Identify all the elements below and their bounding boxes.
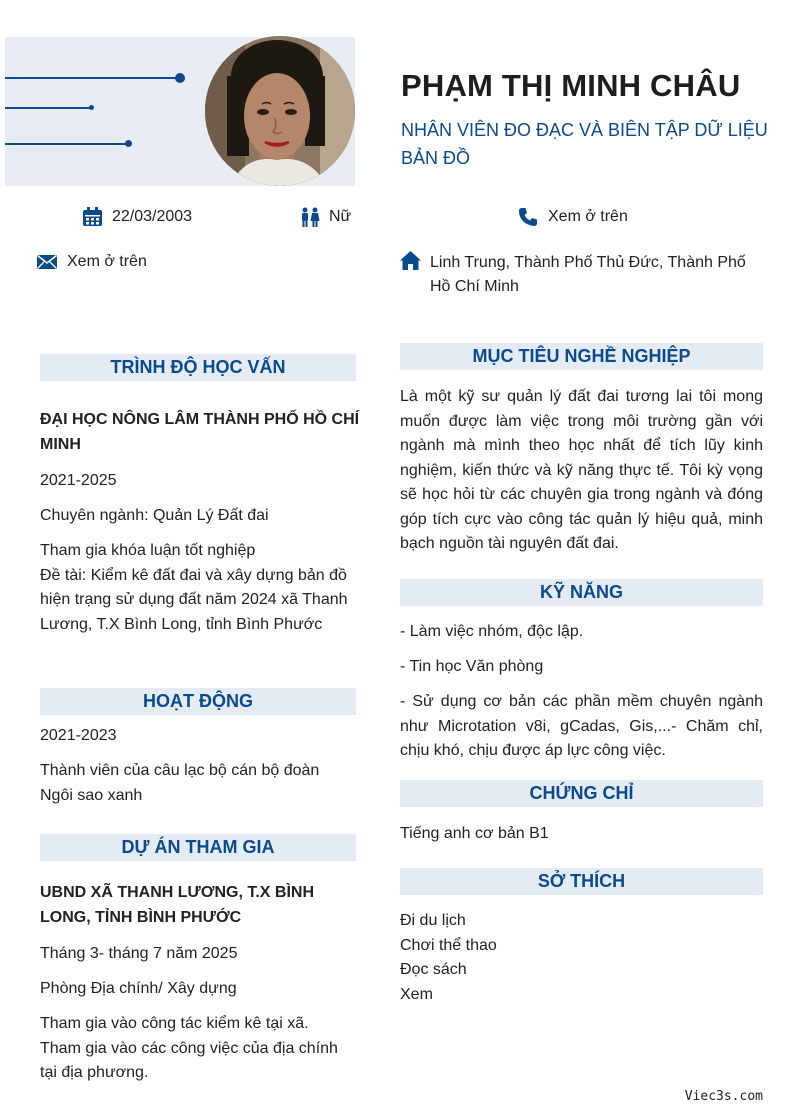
email-info <box>37 250 147 274</box>
education-heading: TRÌNH ĐỘ HỌC VẤN <box>40 354 356 381</box>
decor-dot <box>125 140 132 147</box>
phone-icon <box>518 207 538 227</box>
skill-item: - Làm việc nhóm, độc lập. <box>400 623 584 640</box>
decor-dot <box>175 73 185 83</box>
decor-line <box>5 143 128 145</box>
envelope-icon <box>37 254 57 270</box>
projects-period: Tháng 3- tháng 7 năm 2025 <box>40 945 238 962</box>
gender-value: Nữ <box>329 208 352 225</box>
decor-dot <box>89 105 94 110</box>
projects-department: Phòng Địa chính/ Xây dựng <box>40 980 237 997</box>
activities-period: 2021-2023 <box>40 727 117 744</box>
birthday-value: 22/03/2003 <box>112 208 193 225</box>
activities-heading: HOẠT ĐỘNG <box>40 688 356 715</box>
objective-text: Là một kỹ sư quản lý đất đai tương lai tôi mong muốn được làm việc trong môi trường gần với ngành mà mình theo học nhất để tích lũy kinh nghiệm, kiến thức và kỹ năng thực tế. Tôi kỳ vọng sẽ học hỏi từ các chuyên gia trong ngành và đóng góp tích cực vào công tác quản lý hiệu quả, minh bạch nguồn tài nguyên đất đai. <box>400 388 763 552</box>
certificates-heading: CHỨNG CHỈ <box>400 780 763 807</box>
home-icon <box>400 251 421 271</box>
phone-value: Xem ở trên <box>548 208 628 225</box>
projects-heading: DỰ ÁN THAM GIA <box>40 834 356 861</box>
calendar-icon <box>82 207 103 227</box>
certificate-item: Tiếng anh cơ bản B1 <box>400 825 549 842</box>
hobbies-heading: SỞ THÍCH <box>400 868 763 895</box>
address-info <box>400 251 770 299</box>
objective-heading: MỤC TIÊU NGHỀ NGHIỆP <box>400 343 763 370</box>
gender-info <box>300 205 351 229</box>
birthday-info <box>82 205 192 229</box>
projects-description: Tham gia vào công tác kiểm kê tại xã. Tham gia vào các công việc của địa chính tại địa phương. <box>40 1015 338 1081</box>
profile-photo <box>205 36 355 186</box>
gender-icon <box>300 207 320 227</box>
education-period: 2021-2025 <box>40 472 117 489</box>
skills-heading: KỸ NĂNG <box>400 579 763 606</box>
activities-description: Thành viên của câu lạc bộ cán bộ đoàn Ngôi sao xanh <box>40 762 320 804</box>
skill-item: - Tin học Văn phòng <box>400 658 544 675</box>
candidate-name: PHẠM THỊ MINH CHÂU <box>401 68 741 103</box>
phone-info <box>518 205 628 229</box>
decor-line <box>5 77 177 79</box>
email-value: Xem ở trên <box>67 253 147 270</box>
education-description: Tham gia khóa luận tốt nghiệp Đề tài: Kiểm kê đất đai và xây dựng bản đồ hiện trạng sử dụng đất năm 2024 xã Thanh Lương, T.X Bình Long, tỉnh Bình Phước <box>40 542 348 633</box>
hobbies-text: Đi du lịch Chơi thể thao Đọc sách Xem <box>400 912 497 1003</box>
decor-line <box>5 107 91 109</box>
projects-organization: UBND XÃ THANH LƯƠNG, T.X BÌNH LONG, TỈNH BÌNH PHƯỚC <box>40 884 315 926</box>
education-major: Chuyên ngành: Quản Lý Đất đai <box>40 507 269 524</box>
footer-brand: Viec3s.com <box>684 1089 763 1104</box>
job-title: NHÂN VIÊN ĐO ĐẠC VÀ BIÊN TẬP DỮ LIỆU BẢN ĐỒ <box>401 120 768 168</box>
skill-item: - Sử dụng cơ bản các phần mềm chuyên ngành như Microtation v8i, gCadas, Gis,...- Chăm chỉ, chịu khó, chịu được áp lực công việc. <box>400 693 763 759</box>
education-school: ĐẠI HỌC NÔNG LÂM THÀNH PHỐ HỒ CHÍ MINH <box>40 411 360 453</box>
address-value: Linh Trung, Thành Phố Thủ Đức, Thành Phố Hồ Chí Minh <box>430 254 746 295</box>
